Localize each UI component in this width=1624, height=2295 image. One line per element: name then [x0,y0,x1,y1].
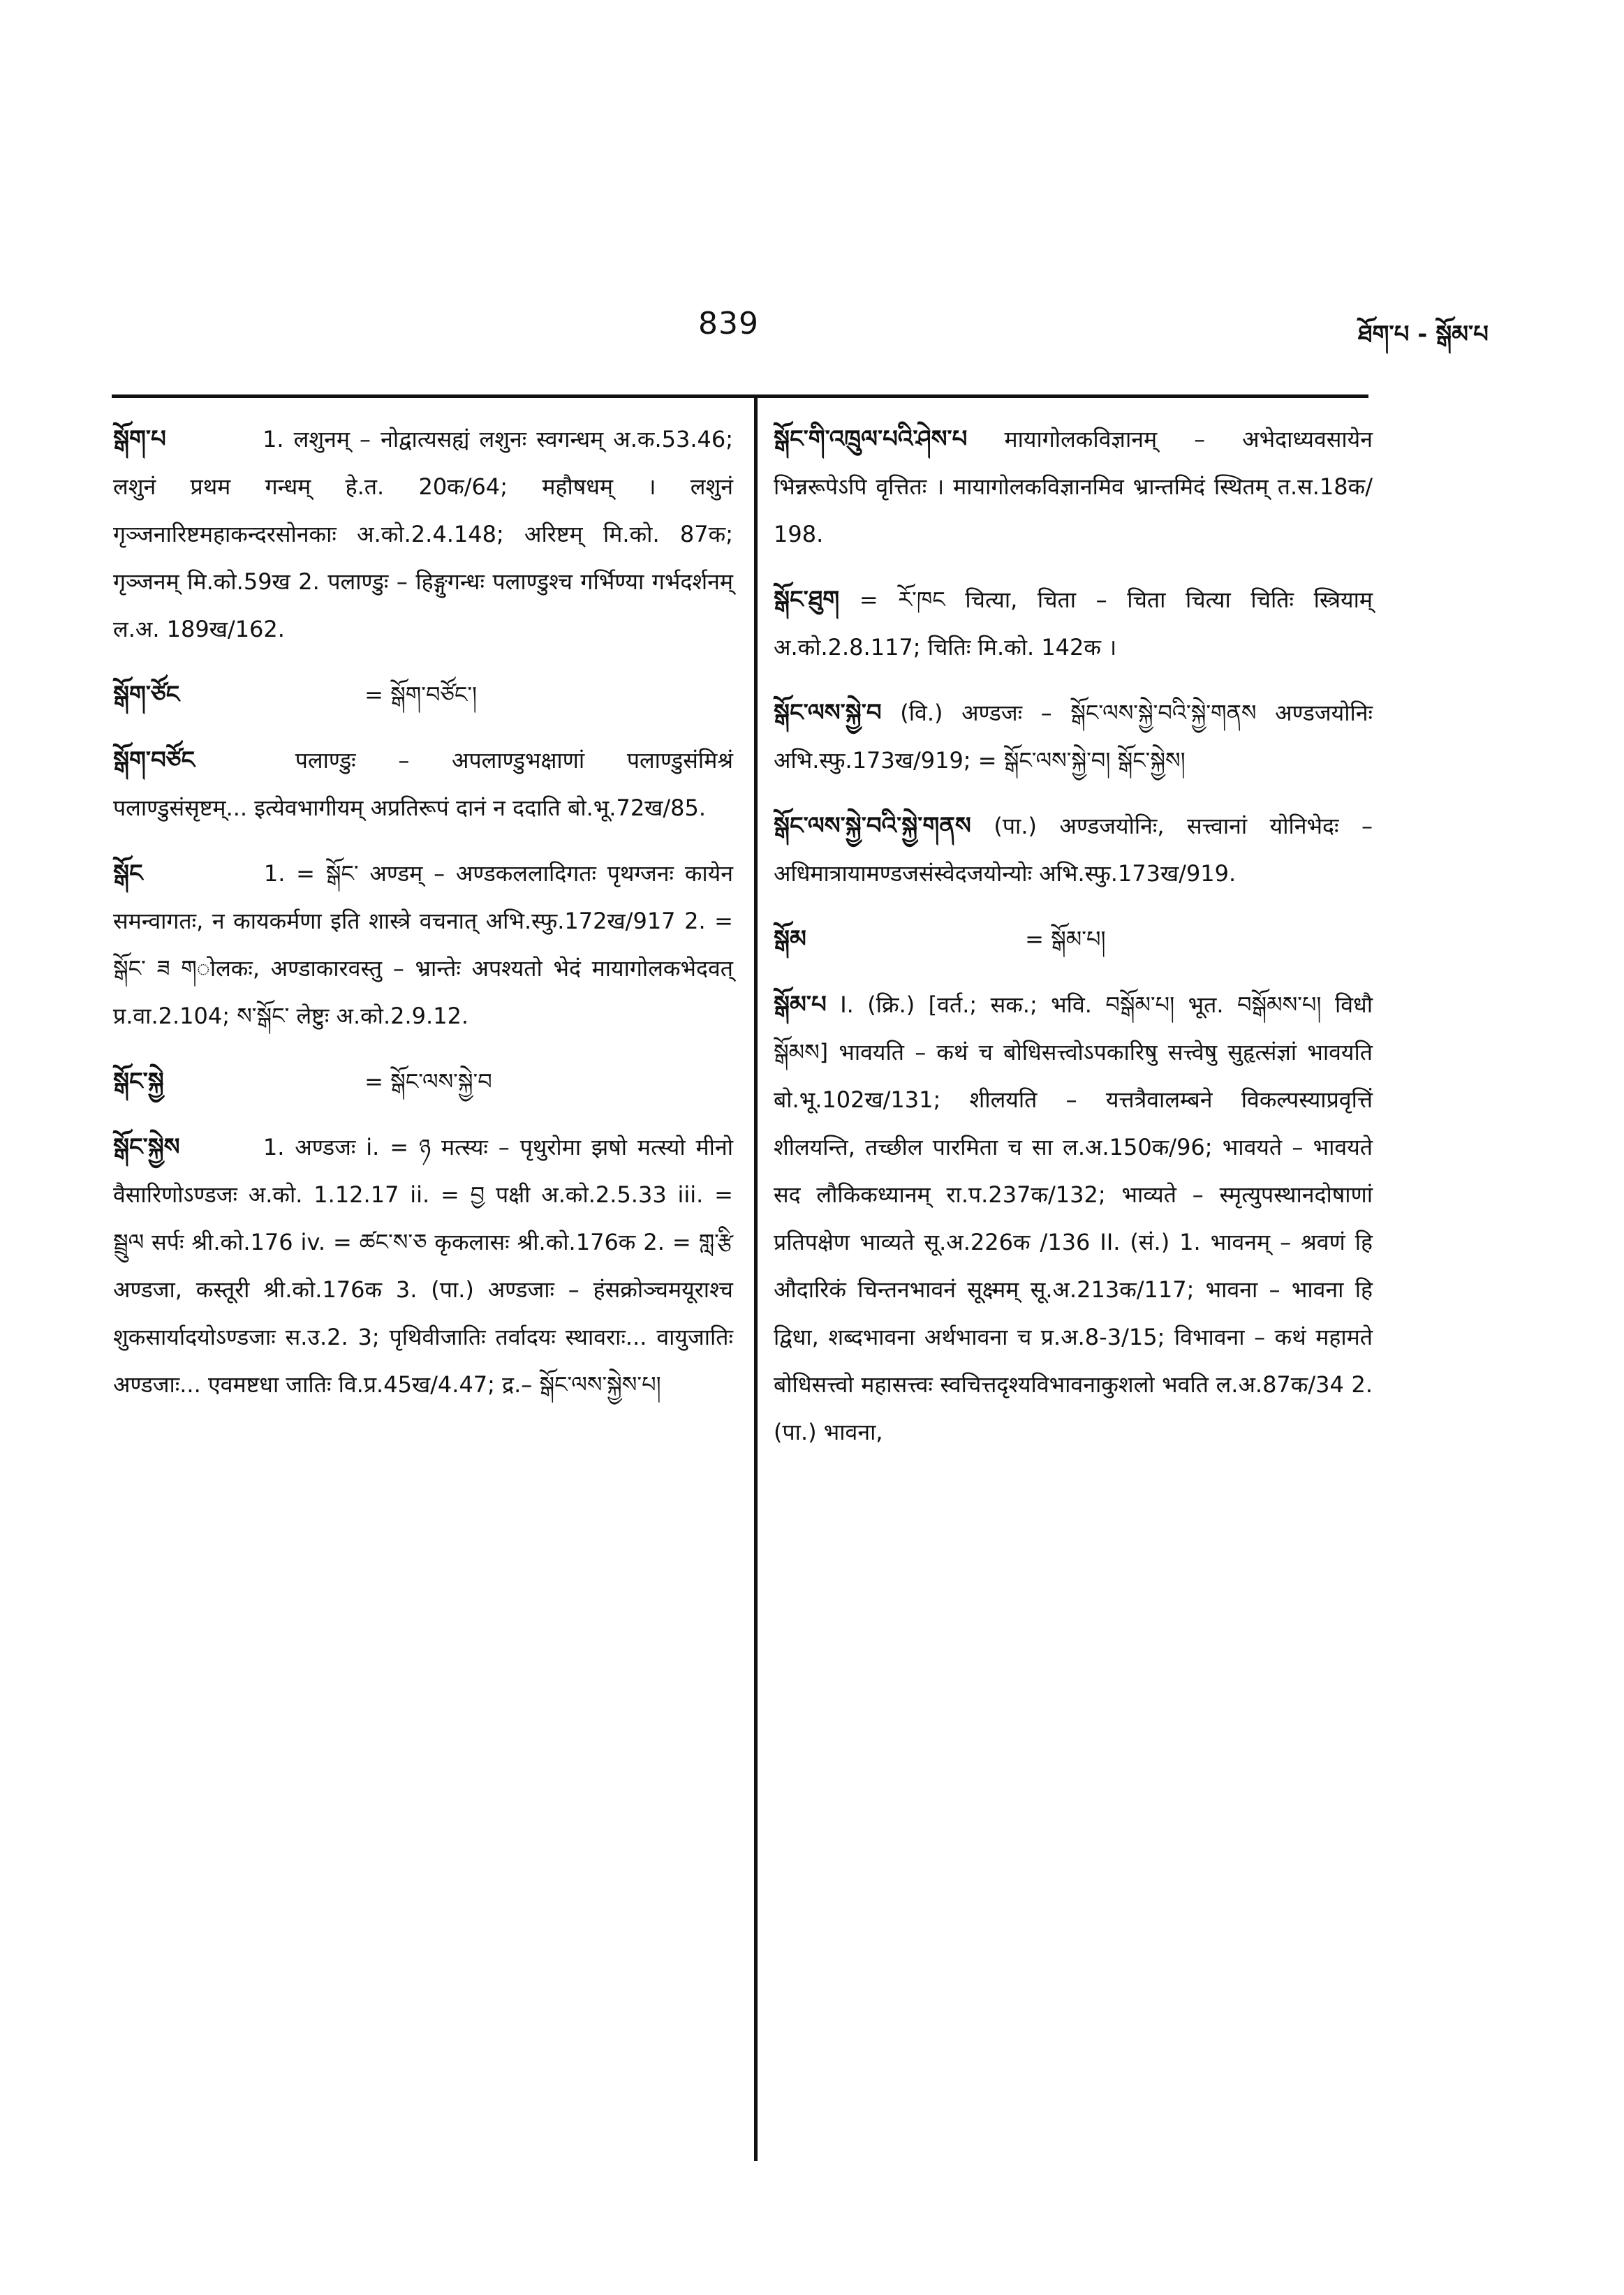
entry-headword: སྒོང་ལས་སྐྱེ་བའི་སྐྱེ་གནས [774,812,971,840]
dictionary-entry [113,1058,733,1105]
entry-body: (वि.) अण्डजः – སྒོང་ལས་སྐྱེ་བའི་སྐྱེ་གནས अण्डजयोनिः अभि.स्फु.173ख/919; = སྒོང་ལས་སྐྱེ་བ། སྒོང་སྐྱེས། [774,700,1373,774]
running-head: ཐོག་པ - སྒོམ་པ [1358,320,1489,348]
entry-headword: སྒོང [113,859,143,887]
entry-headword: སྒོང་ཐུག [774,586,840,614]
entry-body: = སྒོམ་པ། [1025,926,1106,952]
dictionary-entry [113,1123,733,1408]
column-divider [754,394,758,2161]
entry-body: = རོ་ཁང चित्या, चिता – चिता चित्या चितिः स्त्रियाम् अ.को.2.8.117; चितिः मि.को. 142क । [774,586,1373,661]
entry-body: पलाण्डुः – अपलाण्डुभक्षाणां पलाण्डुसंमिश्रं पलाण्डुसंसृष्टम्... इत्येवभागीयम् अप्रतिरूपं दानं न ददाति बो.भू.72ख/85. [113,747,734,821]
dictionary-entry [774,576,1373,671]
right-column [774,415,1373,1474]
dictionary-entry [774,981,1373,1456]
dictionary-entry [774,415,1373,558]
dictionary-entry [113,737,733,832]
entry-body: = སྒོང་ལས་སྐྱེ་བ [364,1068,492,1095]
entry-body: 1. अण्डजः i. = ཉ मत्स्यः – पृथुरोमा झषो मत्स्यो मीनो वैसारिणोऽण्डजः अ.को. 1.12.17 ii. = བྱ पक्षी अ.को.2.5.33 iii. = སྦྲུལ सर्पः श्री.को.176 iv. = ཚང་ས་ཅ कृकलासः श्री.को.176क 2. = གླ་རྩི अण्डजा, कस्तूरी श्री.को.176क 3. (पा.) अण्डजाः – हंसक्रोञ्चमयूराश्च शुकसार्यादयोऽण्डजाः स.उ.2. 3; पृथिवीजातिः तर्वादयः स्थावराः... वायुजातिः अण्डजाः... एवमष्टधा जातिः वि.प्र.45ख/4.47; द्र.– སྒོང་ལས་སྐྱེས་པ། [113,1134,733,1398]
entry-headword: སྒོང་ལས་སྐྱེ་བ [774,699,882,727]
entry-body: = སྒོག་བཙོང་། [364,681,478,708]
entry-headword: སྒོག་པ [113,425,166,453]
entry-body: I. (क्रि.) [वर्त.; सक.; भवि. བསྒོམ་པ། भूत. བསྒོམས་པ། विधौ སྒོམས] भावयति – कथं च बोधिसत्त्वोऽपकारिषु सत्त्वेषु सुहृत्संज्ञां भावयति बो.भू.102ख/131; शीलयति – यत्तत्रैवालम्बने विकल्पस्याप्रवृत्तिं शीलयन्ति, तच्छील पारमिता च सा ल.अ.150क/96; भावयते – भावयते सद लौकिकध्यानम् रा.प.237क/132; भाव्यते – स्मृत्युपस्थानदोषाणां प्रतिपक्षेण भाव्यते सू.अ.226क /136 II. (सं.) 1. भावनम् – श्रवणं हि औदारिकं चिन्तनभावनं सूक्ष्मम् सू.अ.213क/117; भावना – भावना हि द्विधा, शब्दभावना अर्थभावना च प्र.अ.8-3/15; विभावना – कथं महामते बोधिसत्त्वो महासत्त्वः स्वचित्तदृश्यविभावनाकुशलो भवति ल.अ.87क/34 2. (पा.) भावना, [774,991,1373,1445]
entry-body: 1. = སྒོང་ अण्डम् – अण्डकललादिगतः पृथग्जनः कायेन समन्वागतः, न कायकर्मणा इति शास्त्रे वचनात् अभि.स्फु.172ख/917 2. = སྒོང་ ཟ གोलकः, अण्डाकारवस्तु – भ्रान्तेः अपश्यतो भेदं मायागोलकभेदवत् प्र.वा.2.104; ས་སྒོང་ लेष्टुः अ.को.2.9.12. [113,860,734,1029]
entry-headword: སྒོམ [774,925,806,953]
dictionary-entry [113,850,733,1040]
entry-headword: སྒོང་སྐྱེས [113,1133,180,1161]
dictionary-entry [774,915,1373,963]
entry-headword: སྒོག་བཙོང [113,746,195,774]
entry-body: (पा.) अण्डजयोनिः, सत्त्वानां योनिभेदः – अधिमात्रायामण्डजसंस्वेदजयोन्योः अभि.स्फु.173ख/919. [774,813,1373,887]
entry-body: मायागोलकविज्ञानम् – अभेदाध्यवसायेन भिन्नरूपेऽपि वृत्तितः । मायागोलकविज्ञानमिव भ्रान्तमिदं स्थितम् त.स.18क/ 198. [774,426,1373,547]
left-column [113,415,733,1426]
page-number: 839 [698,306,759,341]
entry-headword: སྒོང་སྐྱེ [113,1068,164,1095]
entry-body: 1. लशुनम् – नोद्वात्यसह्यं लशुनः स्वगन्धम् अ.क.53.46; लशुनं प्रथम गन्धम् हे.त. 20क/64; महौषधम् । लशुनं गृञ्जनारिष्टमहाकन्दरसोनकाः अ.को.2.4.148; अरिष्टम् मि.को. 87क; गृञ्जनम् मि.को.59ख 2. पलाण्डुः – हिङ्गुगन्धः पलाण्डुश्च गर्भिण्या गर्भदर्शनम् ल.अ. 189ख/162. [113,426,734,642]
dictionary-entry [774,689,1373,784]
entry-headword: སྒོང་གི་འཁྲུལ་པའི་ཤེས་པ [774,425,968,453]
top-rule [112,394,1368,398]
dictionary-entry [113,671,733,718]
dictionary-entry [774,802,1373,897]
entry-headword: སྒོམ་པ [774,991,827,1019]
entry-headword: སྒོག་ཙོང [113,681,180,709]
dictionary-entry [113,415,733,653]
